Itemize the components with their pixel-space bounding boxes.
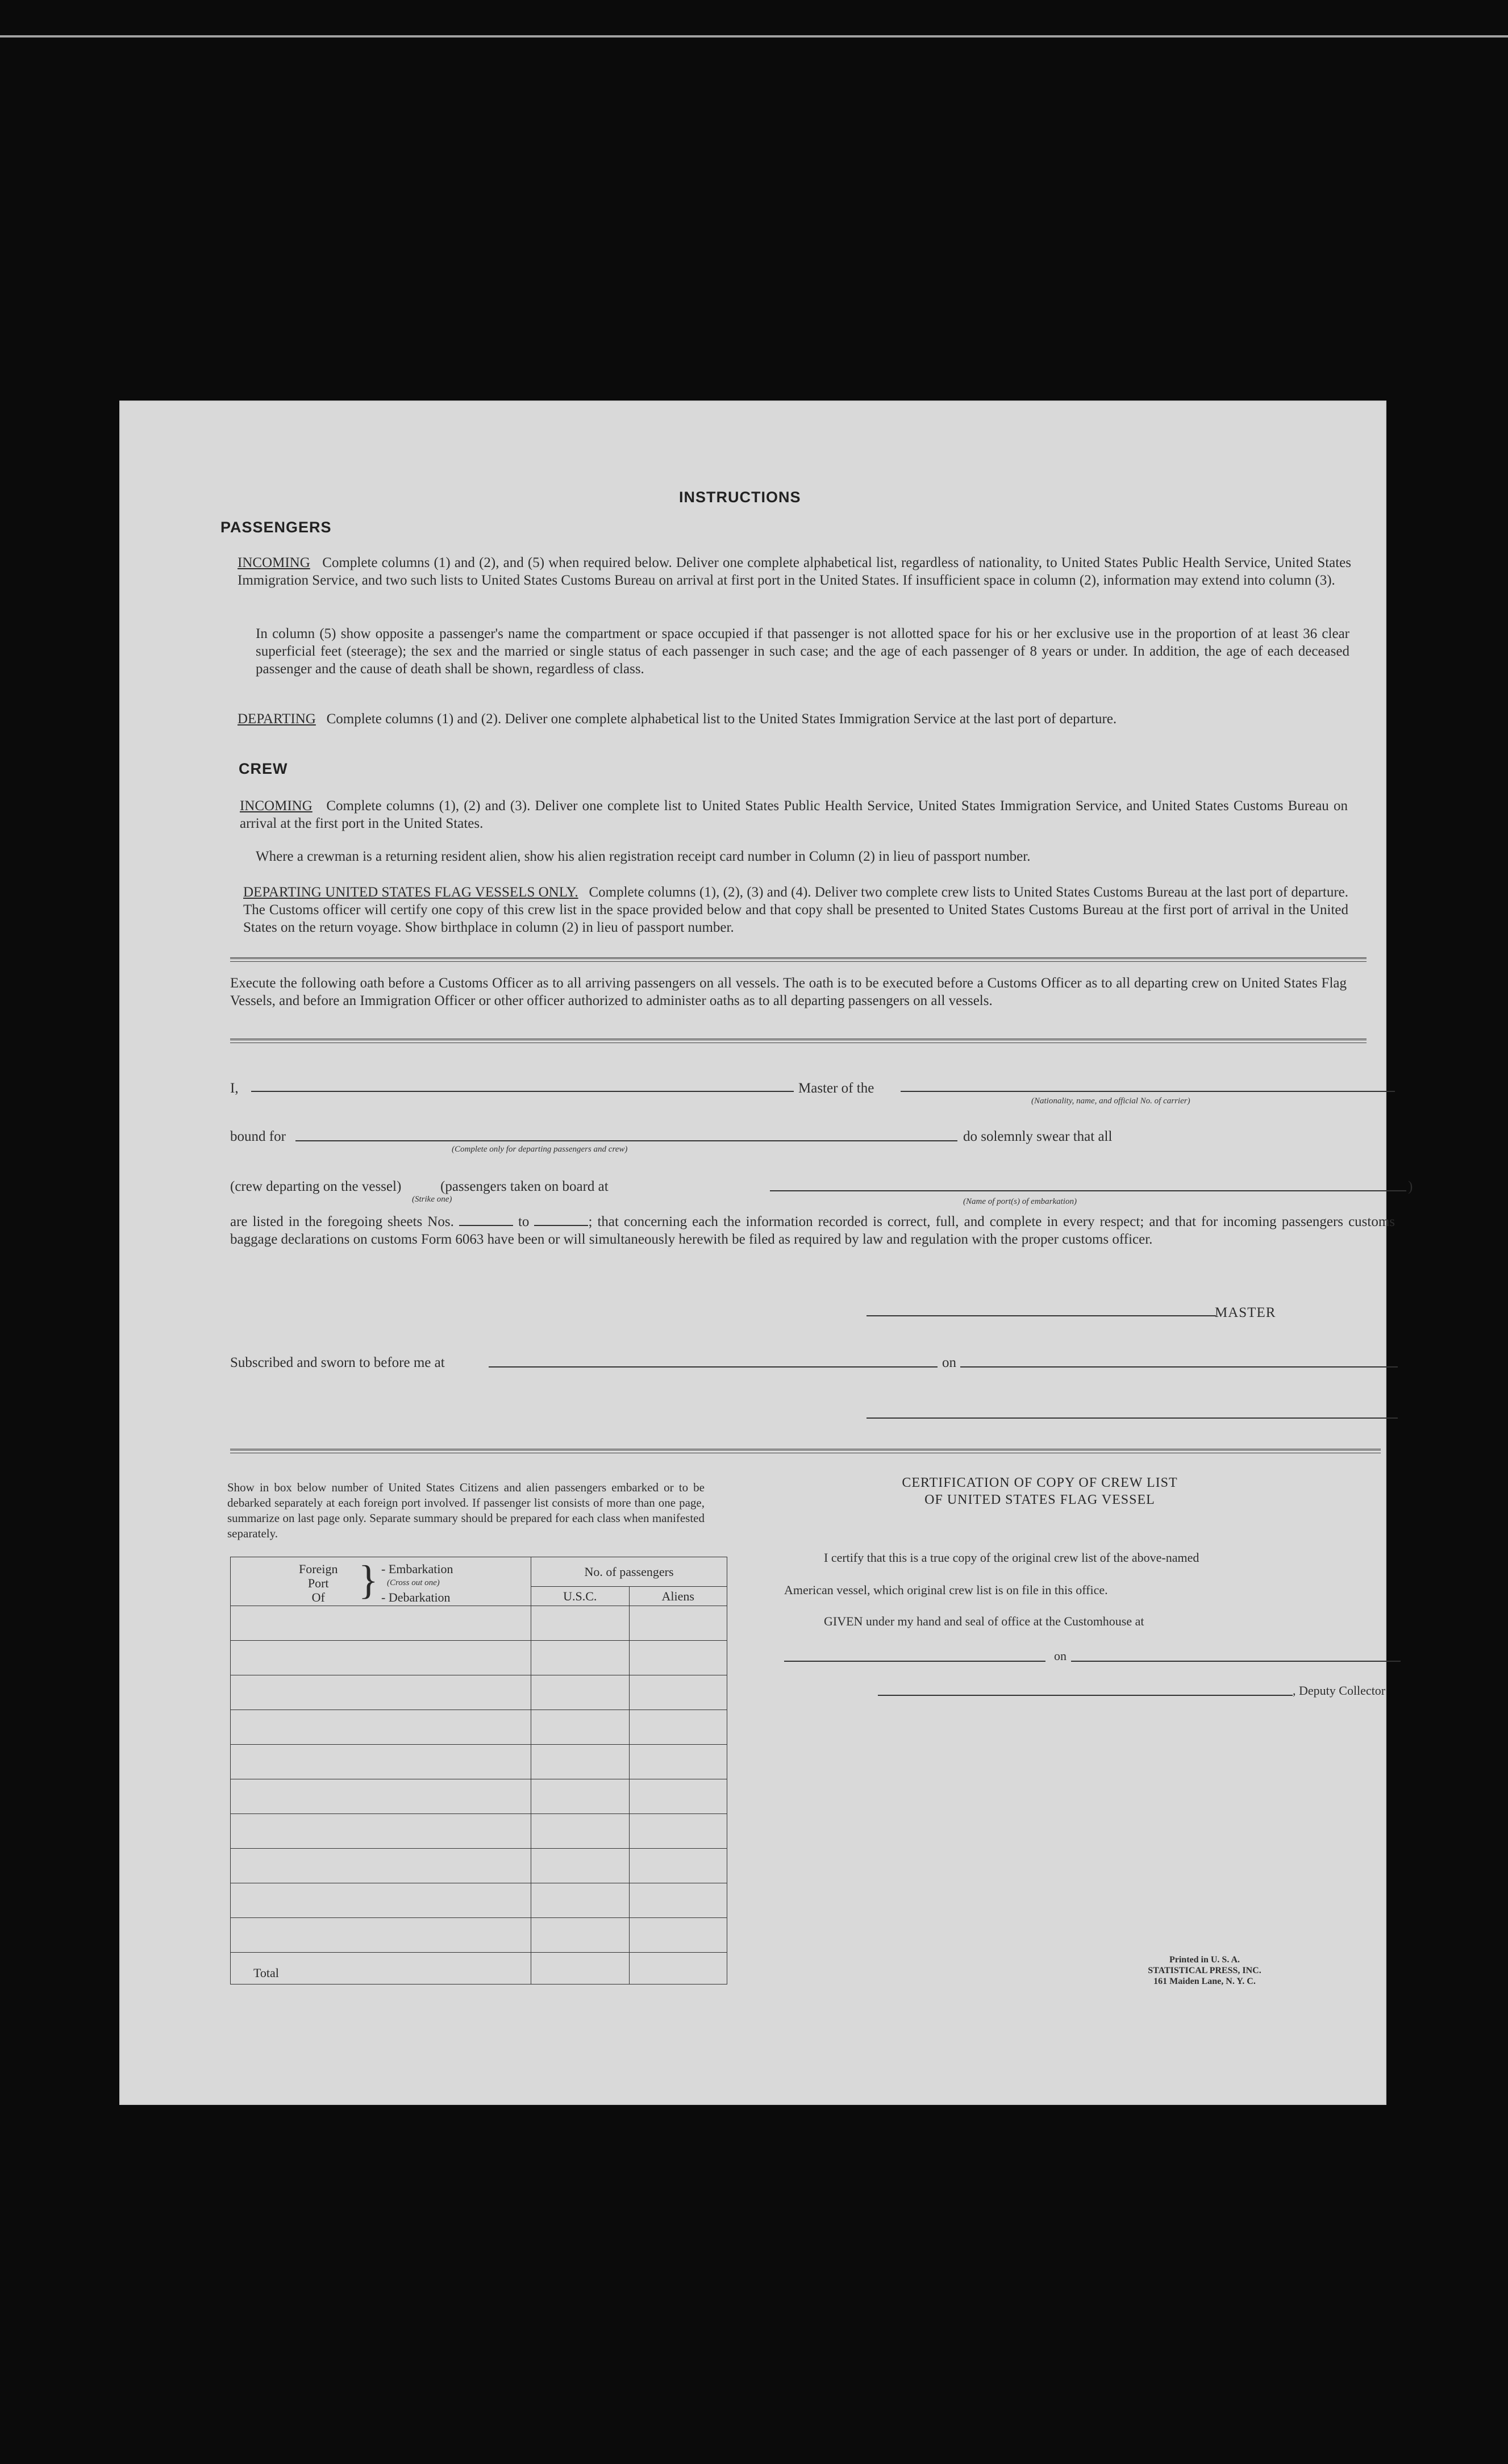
close-paren: ) bbox=[1408, 1179, 1413, 1194]
nationality-caption: (Nationality, name, and official No. of carrier) bbox=[1031, 1096, 1190, 1106]
deputy-collector-signature[interactable] bbox=[878, 1695, 1293, 1696]
total-usc-cell[interactable] bbox=[531, 1953, 630, 1984]
carrier-field[interactable] bbox=[901, 1091, 1395, 1092]
deputy-collector-label: , Deputy Collector bbox=[1293, 1683, 1386, 1698]
aliens-cell[interactable] bbox=[629, 1849, 727, 1883]
resident-alien-paragraph: Where a crewman is a returning resident alien, show his alien registration receipt card number in Column (2) in lieu of passport number. bbox=[256, 849, 1031, 864]
film-edge-line bbox=[0, 35, 1508, 37]
customhouse-field[interactable] bbox=[784, 1661, 1045, 1662]
summary-row bbox=[231, 1814, 727, 1849]
usc-cell[interactable] bbox=[531, 1814, 630, 1849]
debarkation-label: - Debarkation bbox=[381, 1590, 451, 1604]
summary-row bbox=[231, 1606, 727, 1641]
port-cell[interactable] bbox=[231, 1779, 531, 1814]
port-label: Port bbox=[307, 1576, 329, 1590]
usc-cell[interactable] bbox=[531, 1606, 630, 1641]
summary-row bbox=[231, 1710, 727, 1745]
certification-date-field[interactable] bbox=[1071, 1661, 1401, 1662]
passengers-taken-option[interactable]: (passengers taken on board at bbox=[440, 1179, 609, 1194]
certification-line-1: I certify that this is a true copy of the original crew list of the above-named bbox=[824, 1550, 1199, 1565]
certification-line-2: American vessel, which original crew list is on file in this office. bbox=[784, 1583, 1108, 1597]
swear-label: do solemnly swear that all bbox=[963, 1129, 1113, 1144]
embarkation-label: - Embarkation bbox=[381, 1562, 453, 1576]
usc-cell[interactable] bbox=[531, 1779, 630, 1814]
passengers-departing-paragraph bbox=[238, 710, 1351, 728]
total-label: Total bbox=[231, 1953, 531, 1984]
printer-imprint bbox=[1085, 1954, 1324, 1987]
aliens-header: Aliens bbox=[629, 1587, 727, 1606]
summary-instructions: Show in box below number of United States Citizens and alien passengers embarked or to be debarked separately at each foreign port involved. If passenger list consists of more than one page, summarize on last page only. Separate summary should be prepared for each class when manifested separately. bbox=[227, 1481, 705, 1540]
aliens-cell[interactable] bbox=[629, 1710, 727, 1745]
bound-for-field[interactable] bbox=[295, 1140, 957, 1141]
aliens-cell[interactable] bbox=[629, 1814, 727, 1849]
usc-cell[interactable] bbox=[531, 1849, 630, 1883]
usc-cell[interactable] bbox=[531, 1883, 630, 1918]
brace: } bbox=[359, 1557, 378, 1603]
usc-header: U.S.C. bbox=[531, 1587, 630, 1606]
crew-incoming-text: Complete columns (1), (2) and (3). Deliver one complete list to United States Public Health Service, United States Immigration Service, and United States Customs Bureau on arrival at the first port in the United States. bbox=[240, 798, 1348, 831]
aliens-cell[interactable] bbox=[629, 1675, 727, 1710]
summary-row bbox=[231, 1675, 727, 1710]
passengers-incoming-heading: INCOMING bbox=[238, 555, 310, 570]
master-name-field[interactable] bbox=[251, 1091, 794, 1092]
foreign-label: Foreign bbox=[299, 1562, 338, 1576]
oath-intro: Execute the following oath before a Customs Officer as to all arriving passengers on all vessels. The oath is to be executed before a Customs Officer as to all departing crew on United States Flag Vessels, and before an Immigration Officer or other officer authorized to administer oaths as to all departing passengers on all vessels. bbox=[230, 975, 1347, 1008]
total-row bbox=[231, 1953, 727, 1984]
port-cell[interactable] bbox=[231, 1849, 531, 1883]
cross-out-caption: (Cross out one) bbox=[387, 1578, 440, 1587]
aliens-cell[interactable] bbox=[629, 1606, 727, 1641]
sheet-from-field[interactable] bbox=[459, 1214, 513, 1226]
page-title: INSTRUCTIONS bbox=[679, 489, 801, 506]
certification-title bbox=[824, 1474, 1256, 1508]
total-aliens-cell[interactable] bbox=[629, 1953, 727, 1984]
aliens-cell[interactable] bbox=[629, 1779, 727, 1814]
port-cell[interactable] bbox=[231, 1710, 531, 1745]
master-label: MASTER bbox=[1215, 1305, 1276, 1320]
crew-departing-heading: DEPARTING UNITED STATES FLAG VESSELS ONLY. bbox=[243, 885, 578, 900]
officer-signature-field[interactable] bbox=[867, 1417, 1398, 1419]
printer-line-3: 161 Maiden Lane, N. Y. C. bbox=[1153, 1977, 1256, 1986]
aliens-cell[interactable] bbox=[629, 1745, 727, 1779]
summary-table bbox=[230, 1557, 727, 1984]
certification-title-line-2: OF UNITED STATES FLAG VESSEL bbox=[924, 1492, 1155, 1507]
port-cell[interactable] bbox=[231, 1918, 531, 1953]
printer-line-2: STATISTICAL PRESS, INC. bbox=[1148, 1966, 1261, 1975]
section-divider-2 bbox=[230, 1039, 1367, 1043]
summary-row bbox=[231, 1641, 727, 1675]
form-page bbox=[119, 401, 1413, 2105]
section-divider-3 bbox=[230, 1449, 1381, 1453]
usc-cell[interactable] bbox=[531, 1745, 630, 1779]
aliens-cell[interactable] bbox=[629, 1883, 727, 1918]
port-cell[interactable] bbox=[231, 1641, 531, 1675]
crew-departing-option[interactable]: (crew departing on the vessel) bbox=[230, 1179, 402, 1194]
passengers-incoming-text: Complete columns (1) and (2), and (5) when required below. Deliver one complete alphabetical list, regardless of nationality, to United States Public Health Service, United States Immigration Service, and two such lists to United States Customs Bureau on arrival at first port in the United States. If insufficient space in column (2), information may extend into column (3). bbox=[238, 555, 1352, 588]
passengers-incoming-paragraph bbox=[238, 554, 1351, 589]
subscribed-location-field[interactable] bbox=[489, 1366, 938, 1368]
complete-only-caption: (Complete only for departing passengers and crew) bbox=[452, 1145, 628, 1154]
usc-cell[interactable] bbox=[531, 1641, 630, 1675]
aliens-cell[interactable] bbox=[629, 1641, 727, 1675]
crew-departing-text: Complete columns (1), (2), (3) and (4). Deliver two complete crew lists to United States Customs Bureau at the last port of departure. The Customs officer will certify one copy of this crew list in the space provided below and that copy shall be presented to United States Customs Bureau at the first port of arrival in the United States on the return voyage. Show birthplace in column (2) in lieu of passport number. bbox=[243, 885, 1348, 935]
bound-for-label: bound for bbox=[230, 1129, 286, 1144]
printer-line-1: Printed in U. S. A. bbox=[1169, 1955, 1240, 1965]
certification-line-3: GIVEN under my hand and seal of office at the Customhouse at bbox=[824, 1614, 1144, 1628]
summary-row bbox=[231, 1745, 727, 1779]
subscribed-on-label: on bbox=[942, 1355, 956, 1370]
summary-row bbox=[231, 1779, 727, 1814]
port-cell[interactable] bbox=[231, 1814, 531, 1849]
master-of-the-label: Master of the bbox=[798, 1081, 874, 1096]
embarkation-port-field[interactable] bbox=[770, 1190, 1406, 1191]
crew-label: CREW bbox=[239, 760, 288, 777]
summary-row bbox=[231, 1918, 727, 1953]
certification-title-line-1: CERTIFICATION OF COPY OF CREW LIST bbox=[902, 1475, 1178, 1490]
sheet-to-field[interactable] bbox=[534, 1214, 588, 1226]
strike-one-caption: (Strike one) bbox=[412, 1195, 452, 1204]
usc-cell[interactable] bbox=[531, 1918, 630, 1953]
subscribed-date-field[interactable] bbox=[960, 1366, 1398, 1368]
listed-paragraph: are listed in the foregoing sheets Nos. to ; that concerning each the information recorded is correct, full, and complete in every respect; and that for incoming passengers customs baggage declarations on customs Form 6063 have been or will simultaneously herewith be filed as required by law and regulation with the proper customs officer. bbox=[230, 1214, 1395, 1247]
column5-paragraph: In column (5) show opposite a passenger's name the compartment or space occupied if that passenger is not allotted space for his or her exclusive use in the proportion of at least 36 clear superficial feet (steerage); the sex and the married or single status of each passenger in such case; and the age of each passenger of 8 years or under. In addition, the age of each deceased passenger and the cause of death shall be shown, regardless of class. bbox=[256, 626, 1349, 677]
port-cell[interactable] bbox=[231, 1883, 531, 1918]
of-label: Of bbox=[311, 1590, 325, 1604]
passengers-departing-heading: DEPARTING bbox=[238, 711, 316, 727]
summary-row bbox=[231, 1883, 727, 1918]
port-header-cell bbox=[231, 1557, 531, 1606]
port-caption: (Name of port(s) of embarkation) bbox=[963, 1197, 1077, 1206]
crew-incoming-heading: INCOMING bbox=[240, 798, 313, 814]
port-cell[interactable] bbox=[231, 1745, 531, 1779]
aliens-cell[interactable] bbox=[629, 1918, 727, 1953]
port-cell[interactable] bbox=[231, 1606, 531, 1641]
crew-departing-paragraph bbox=[243, 883, 1348, 936]
master-signature-field[interactable] bbox=[867, 1315, 1216, 1316]
passengers-departing-text: Complete columns (1) and (2). Deliver one complete alphabetical list to the United States Immigration Service at the last port of departure. bbox=[326, 711, 1117, 727]
oath-i-label: I, bbox=[230, 1081, 239, 1096]
section-divider-1 bbox=[230, 957, 1367, 962]
crew-incoming-paragraph bbox=[240, 797, 1348, 832]
usc-cell[interactable] bbox=[531, 1675, 630, 1710]
port-cell[interactable] bbox=[231, 1675, 531, 1710]
certification-on-label: on bbox=[1054, 1649, 1067, 1663]
passengers-label: PASSENGERS bbox=[220, 519, 332, 536]
no-of-passengers-header: No. of passengers bbox=[531, 1557, 727, 1587]
usc-cell[interactable] bbox=[531, 1710, 630, 1745]
summary-row bbox=[231, 1849, 727, 1883]
subscribed-label: Subscribed and sworn to before me at bbox=[230, 1355, 445, 1370]
